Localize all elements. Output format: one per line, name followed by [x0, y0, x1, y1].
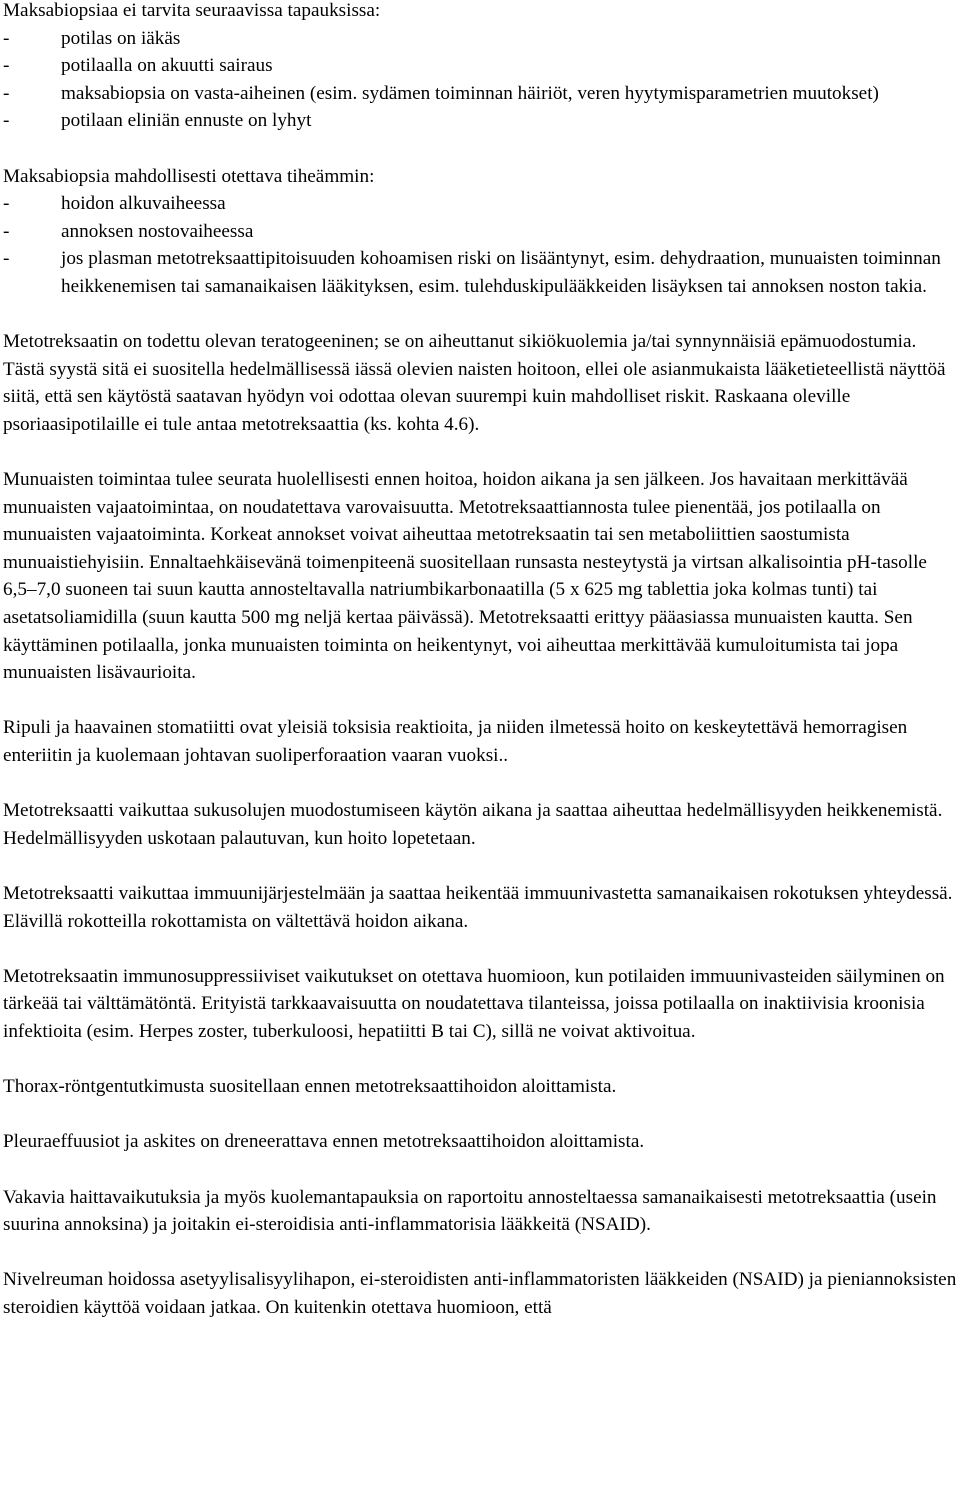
list-item: [3, 245, 959, 300]
paragraph-gap: [3, 935, 959, 963]
list-dash: -: [3, 110, 10, 132]
paragraph-gap: [3, 1046, 959, 1074]
list-dash: -: [3, 248, 10, 270]
section-heading-biopsy-more-often: Maksabiopsia mahdollisesti otettava tiheämmin:: [3, 165, 375, 187]
paragraph-gap: [3, 1101, 959, 1129]
list-item-text: annoksen nostovaiheessa: [61, 220, 254, 242]
paragraph-nsaid-interactions: Vakavia haittavaikutuksia ja myös kuolemantapauksia on raportoitu annosteltaessa samanaikaisesti metotreksaattia (usein suurina annoksina) ja joitakin ei-steroidisia anti-inflammatorisia lääkkeitä (NSAID).: [3, 1186, 937, 1236]
list-item: [3, 190, 959, 218]
paragraph-gap: [3, 852, 959, 880]
list-dash: -: [3, 55, 10, 77]
paragraph-fertility: Metotreksaatti vaikuttaa sukusolujen muodostumiseen käytön aikana ja saattaa aiheuttaa hedelmällisyyden heikkenemistä. Hedelmällisyyden uskotaan palautuvan, kun hoito lopetetaan.: [3, 800, 943, 849]
section-heading-biopsy-not-needed: Maksabiopsiaa ei tarvita seuraavissa tapauksissa:: [3, 0, 381, 21]
paragraph-rheumatoid-arthritis: Nivelreuman hoidossa asetyylisalisyylihapon, ei-steroidisten anti-inflammatoristen lääkkeiden (NSAID) ja pieniannoksisten steroidien käyttöä voidaan jatkaa. On kuitenkin otettava huomioon, että: [3, 1269, 957, 1318]
list-dash: -: [3, 82, 10, 104]
paragraph-gap: [3, 439, 959, 467]
paragraph-gap: [3, 770, 959, 798]
paragraph-gap: [3, 301, 959, 329]
list-item-text: potilaan eliniän ennuste on lyhyt: [61, 110, 312, 132]
list-item-text: jos plasman metotreksaattipitoisuuden kohoamisen riski on lisääntynyt, esim. dehydraation, munuaisten toiminnan heikkenemisen tai samanaikaisen lääkityksen, esim. tulehduskipulääkkeiden lisäyksen tai annoksen noston takia.: [61, 248, 941, 297]
paragraph-gap: [3, 1239, 959, 1267]
document-page: [3, 0, 959, 1322]
paragraph-gap: [3, 1156, 959, 1184]
list-dash: -: [3, 193, 10, 215]
paragraph-vaccination: Metotreksaatti vaikuttaa immuunijärjestelmään ja saattaa heikentää immuunivastetta samanaikaisen rokotuksen yhteydessä. Elävillä rokotteilla rokottamista on vältettävä hoidon aikana.: [3, 883, 953, 932]
biopsy-more-often-list: [3, 190, 959, 300]
list-item-text: maksabiopsia on vasta-aiheinen (esim. sydämen toiminnan häiriöt, veren hyytymisparametrien muutokset): [61, 82, 879, 104]
paragraph-thorax-xray: Thorax-röntgentutkimusta suositellaan ennen metotreksaattihoidon aloittamista.: [3, 1076, 617, 1098]
paragraph-diarrhea-stomatitis: Ripuli ja haavainen stomatiitti ovat yleisiä toksisia reaktioita, ja niiden ilmetessä hoito on keskeytettävä hemorragisen enteriitin ja kuolemaan johtavan suoliperforaation vaaran vuoksi..: [3, 717, 908, 767]
list-item: [3, 80, 959, 108]
list-item-text: potilas on iäkäs: [61, 27, 181, 49]
biopsy-not-needed-list: [3, 25, 959, 135]
list-item: [3, 52, 959, 80]
list-item-text: hoidon alkuvaiheessa: [61, 193, 226, 215]
paragraph-gap: [3, 135, 959, 163]
paragraph-pleural-effusion: Pleuraeffuusiot ja askites on dreneerattava ennen metotreksaattihoidon aloittamista.: [3, 1131, 645, 1153]
list-item: [3, 218, 959, 246]
list-item-text: potilaalla on akuutti sairaus: [61, 55, 273, 77]
list-item: [3, 25, 959, 53]
list-dash: -: [3, 220, 10, 242]
list-dash: -: [3, 27, 10, 49]
paragraph-renal-function: Munuaisten toimintaa tulee seurata huolellisesti ennen hoitoa, hoidon aikana ja sen jälkeen. Jos havaitaan merkittävää munuaisten vajaatoimintaa, on noudatettava varovaisuutta. Metotreksaattiannosta tulee pienentää, jos potilaalla on munuaisten vajaatoiminta. Korkeat annokset voivat aiheuttaa metotreksaatin tai sen metaboliittien saostumista munuaistiehyisiin. Ennaltaehkäisevänä toimenpiteenä suositellaan runsasta nesteytystä ja virtsan alkalisointia pH-tasolle 6,5–7,0 suoneen tai suun kautta annosteltavalla natriumbikarbonaatilla (5 x 625 mg tablettia joka kolmas tunti) tai asetatsoliamidilla (suun kautta 500 mg neljä kertaa päivässä). Metotreksaatti erittyy pääasiassa munuaisten kautta. Sen käyttäminen potilaalla, jonka munuaisten toiminta on heikentynyt, voi aiheuttaa merkittävää kumuloitumista tai jopa munuaisten lisävaurioita.: [3, 469, 927, 684]
paragraph-teratogenicity: Metotreksaatin on todettu olevan teratogeeninen; se on aiheuttanut sikiökuolemia ja/tai synnynnäisiä epämuodostumia. Tästä syystä sitä ei suositella hedelmällisessä iässä olevien naisten hoitoon, ellei ole asianmukaista lääketieteellistä näyttöä siitä, että sen käytöstä saatavan hyödyn voi odottaa olevan suurempi kuin mahdolliset riskit. Raskaana oleville psoriaasipotilaille ei tule antaa metotreksaattia (ks. kohta 4.6).: [3, 331, 946, 435]
paragraph-gap: [3, 687, 959, 715]
paragraph-immunosuppression: Metotreksaatin immunosuppressiiviset vaikutukset on otettava huomioon, kun potilaiden immuunivasteiden säilyminen on tärkeää tai välttämätöntä. Erityistä tarkkaavaisuutta on noudatettava tilanteissa, joissa potilaalla on inaktiivisia kroonisia infektioita (esim. Herpes zoster, tuberkuloosi, hepatiitti B tai C), sillä ne voivat aktivoitua.: [3, 965, 945, 1042]
list-item: [3, 107, 959, 135]
